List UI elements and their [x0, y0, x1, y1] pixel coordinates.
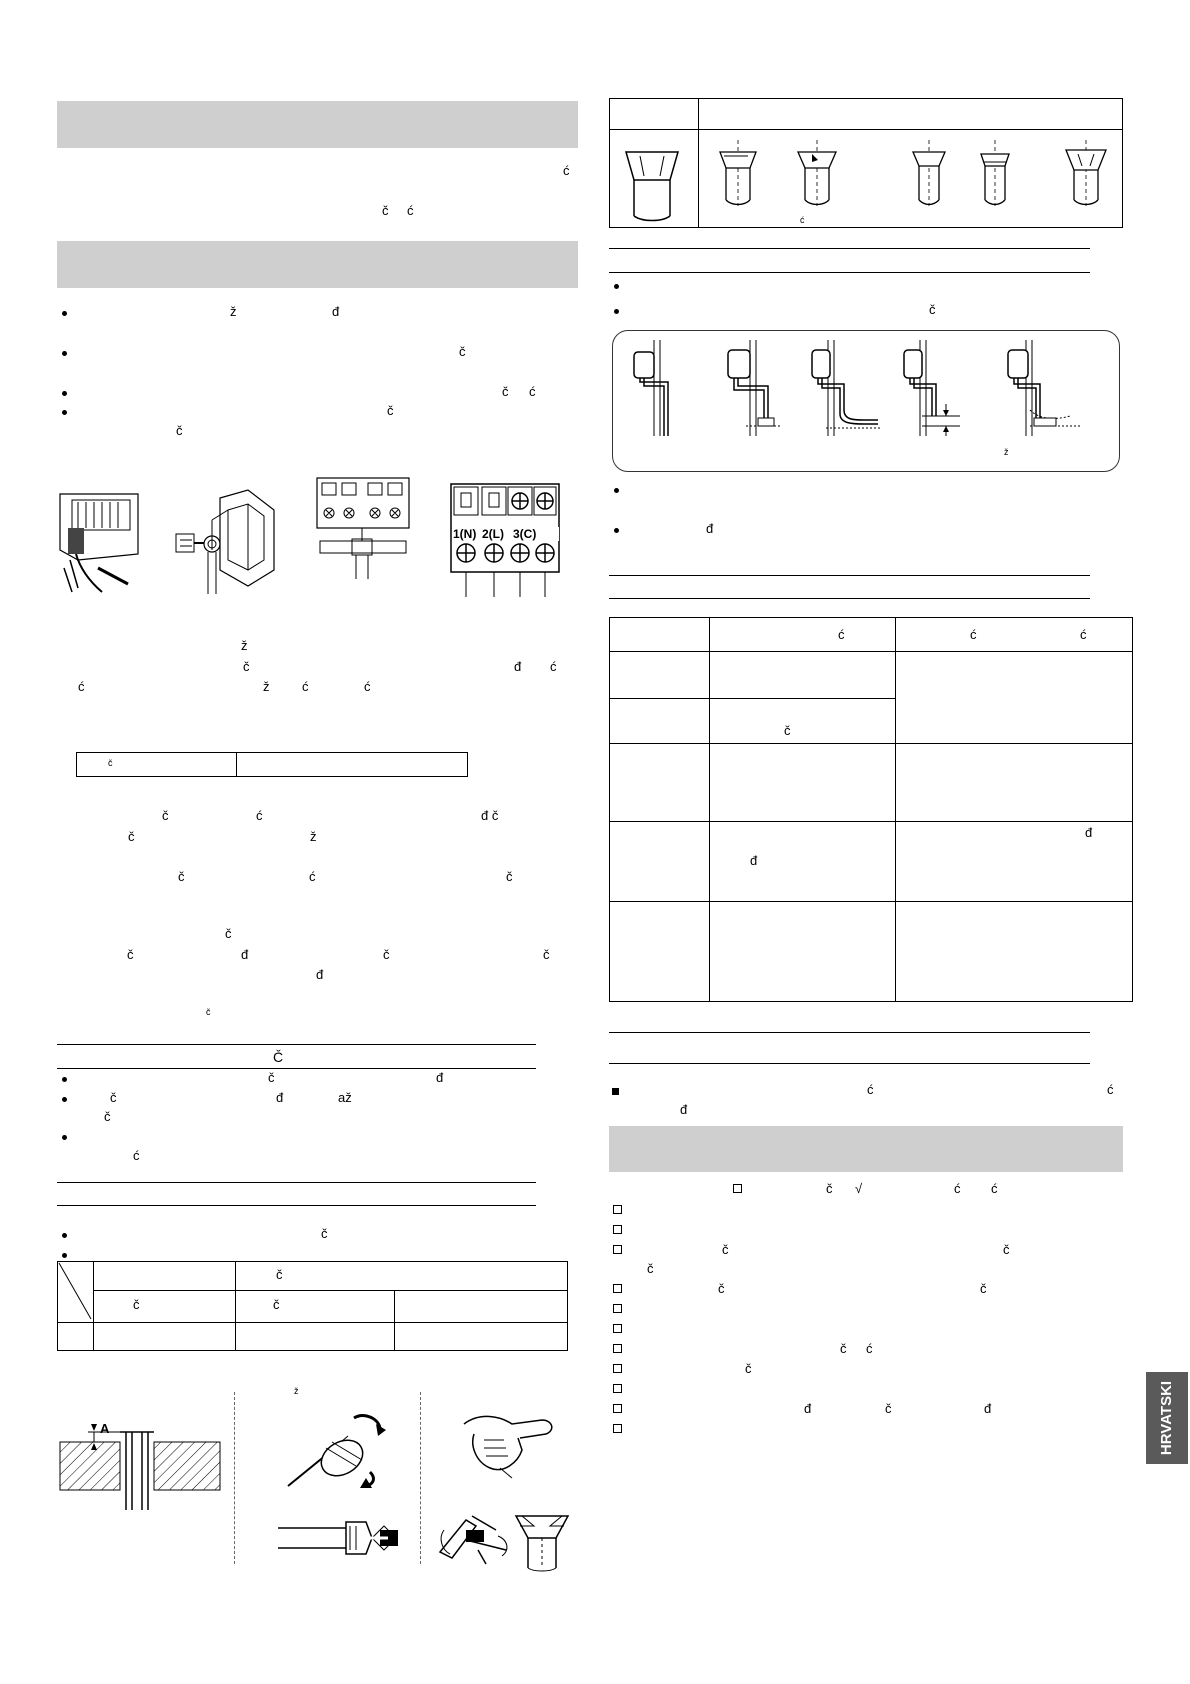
- square-bullet: [612, 1088, 619, 1095]
- table-divider: [394, 1290, 395, 1351]
- checklist-item-checkbox-3[interactable]: [613, 1245, 622, 1254]
- glyph-c-caron: č: [1003, 1242, 1010, 1257]
- checklist-item-checkbox-10[interactable]: [613, 1404, 622, 1413]
- bullet: [62, 351, 67, 356]
- glyph-z-caron-small: ž: [294, 1386, 299, 1396]
- dashed-divider: [234, 1392, 235, 1564]
- rule-line: [609, 1063, 1090, 1064]
- glyph-c-acute: ć: [1080, 627, 1087, 642]
- bullet: [614, 309, 619, 314]
- glyph-d-stroke: đ: [706, 521, 714, 536]
- glyph-z-caron-small: ž: [1004, 447, 1009, 457]
- glyph-c-caron: č: [268, 1070, 275, 1085]
- glyph-c-acute: ć: [1107, 1082, 1114, 1097]
- glyph-az: až: [338, 1090, 352, 1105]
- check-mark: √: [855, 1181, 863, 1196]
- glyph-c-caron: č: [543, 947, 550, 962]
- glyph-c-acute-small: ć: [800, 215, 805, 225]
- correct-flare-icon: [622, 148, 682, 224]
- bad-flare-icon-3: [909, 140, 949, 206]
- glyph-c-acute: ć: [78, 679, 85, 694]
- glyph-c-acute: ć: [954, 1181, 961, 1196]
- glyph-c-caron: č: [459, 344, 466, 359]
- glyph-c-caron: č: [128, 829, 135, 844]
- glyph-c-acute: ć: [563, 163, 570, 178]
- section-header-band-1: [57, 101, 578, 148]
- glyph-c-caron: č: [826, 1181, 833, 1196]
- glyph-d-stroke: đ: [436, 1070, 444, 1085]
- glyph-c-caron: č: [178, 869, 185, 884]
- glyph-d-stroke: đ: [1085, 825, 1093, 840]
- terminal-board-illustration: [316, 477, 410, 581]
- glyph-c-caron: č: [647, 1261, 654, 1276]
- rule-line: [57, 1205, 536, 1206]
- glyph-c-caron-small: č: [108, 758, 113, 768]
- bullet: [62, 410, 67, 415]
- glyph-d-stroke: đ: [332, 304, 340, 319]
- glyph-c-caron: č: [722, 1242, 729, 1257]
- glyph-c-caron: č: [225, 926, 232, 941]
- rule-line: [609, 575, 1090, 576]
- bullet: [614, 528, 619, 533]
- bullet: [614, 284, 619, 289]
- flare-check-illustration: [512, 1512, 572, 1572]
- rule-line: [609, 248, 1090, 249]
- glyph-d-stroke: đ: [804, 1401, 812, 1416]
- glyph-d-stroke: đ: [680, 1102, 688, 1117]
- table-divider: [93, 1261, 94, 1351]
- bullet: [62, 1233, 67, 1238]
- glyph-c-caron: č: [127, 947, 134, 962]
- pipe-protrusion-illustration: [58, 1420, 223, 1510]
- checklist-item-checkbox-9[interactable]: [613, 1384, 622, 1393]
- checklist-item-checkbox-2[interactable]: [613, 1225, 622, 1234]
- checklist-item-checkbox-8[interactable]: [613, 1364, 622, 1373]
- glyph-c-caron: č: [133, 1297, 140, 1312]
- glyph-c-caron: č: [929, 302, 936, 317]
- table-row-line: [93, 1290, 568, 1291]
- table-row-line: [609, 129, 1123, 130]
- glyph-d-stroke: đ: [316, 967, 324, 982]
- rule-line: [57, 1182, 536, 1183]
- deburring-illustration: [276, 1508, 398, 1562]
- bad-flare-icon-4: [977, 140, 1013, 206]
- table-row-line: [609, 821, 1133, 822]
- bullet: [62, 1253, 67, 1258]
- glyph-c-caron: č: [980, 1281, 987, 1296]
- glyph-c-caron: č: [321, 1226, 328, 1241]
- glyph-c-acute: ć: [529, 384, 536, 399]
- glyph-c-acute: ć: [302, 679, 309, 694]
- dimension-label-a: A: [100, 1421, 110, 1436]
- glyph-d-stroke: đ: [514, 659, 522, 674]
- drain-wrong-illustration-4: [1000, 340, 1080, 436]
- glyph-c-caron: č: [506, 869, 513, 884]
- language-tab[interactable]: [1146, 1372, 1188, 1464]
- table-row-line: [609, 651, 1133, 652]
- section-header-band-3: [609, 1126, 1123, 1172]
- table-divider: [698, 98, 699, 228]
- drain-correct-illustration: [630, 340, 690, 436]
- checkbox-symbol: [733, 1184, 742, 1193]
- glyph-c-caron-small: č: [206, 1007, 211, 1017]
- table-corner-diagonal: [57, 1261, 93, 1322]
- glyph-d-stroke: đ: [276, 1090, 284, 1105]
- glyph-d-stroke: đ: [984, 1401, 992, 1416]
- drain-wrong-illustration-1: [720, 340, 780, 436]
- flare-examples-table: [609, 98, 1123, 228]
- table-row-line: [609, 743, 1133, 744]
- hand-flaring-illustration: [460, 1410, 560, 1480]
- glyph-c-caron: č: [383, 947, 390, 962]
- checklist-item-checkbox-1[interactable]: [613, 1205, 622, 1214]
- glyph-d-stroke: đ: [750, 853, 758, 868]
- glyph-c-acute: ć: [364, 679, 371, 694]
- glyph-c-caron: č: [176, 423, 183, 438]
- glyph-c-caron: č: [276, 1267, 283, 1282]
- table-row-line: [609, 901, 1133, 902]
- glyph-c-caron: č: [243, 659, 250, 674]
- glyph-c-caron: č: [745, 1361, 752, 1376]
- glyph-c-acute: ć: [838, 627, 845, 642]
- glyph-c-caron: č: [110, 1090, 117, 1105]
- glyph-z-caron: ž: [310, 829, 317, 844]
- glyph-c-acute: ć: [970, 627, 977, 642]
- checklist-item-checkbox-6[interactable]: [613, 1324, 622, 1333]
- checklist-item-checkbox-11[interactable]: [613, 1424, 622, 1433]
- terminal-label-row: [453, 527, 559, 541]
- table-divider: [709, 617, 710, 1002]
- checklist-item-checkbox-7[interactable]: [613, 1344, 622, 1353]
- glyph-z-caron: ž: [230, 304, 237, 319]
- bullet: [614, 488, 619, 493]
- glyph-c-acute: ć: [256, 808, 263, 823]
- bullet: [62, 391, 67, 396]
- table-row-line: [57, 1322, 568, 1323]
- glyph-c-acute: ć: [550, 659, 557, 674]
- screw-clamp-illustration: [168, 490, 276, 600]
- bad-flare-icon-5: [1064, 140, 1108, 206]
- glyph-c-acute: ć: [991, 1181, 998, 1196]
- glyph-c-caron: č: [885, 1401, 892, 1416]
- language-tab-label: HRVATSKI: [1158, 1380, 1175, 1456]
- table-divider: [895, 617, 896, 1002]
- checklist-item-checkbox-5[interactable]: [613, 1304, 622, 1313]
- glyph-c-acute: ć: [867, 1082, 874, 1097]
- drain-wrong-illustration-3: [900, 340, 960, 436]
- glyph-c-acute: ć: [407, 203, 414, 218]
- drain-wrong-illustration-2: [808, 340, 880, 436]
- glyph-c-acute: ć: [309, 869, 316, 884]
- glyph-c-caron: č: [840, 1341, 847, 1356]
- flaring-tool-illustration: [436, 1510, 512, 1566]
- table-row-line: [609, 698, 895, 699]
- bullet: [62, 311, 67, 316]
- indoor-unit-wiring-illustration: [58, 488, 142, 598]
- glyph-z-caron: ž: [263, 679, 270, 694]
- rule-line: [609, 1032, 1090, 1033]
- glyph-z-caron: ž: [241, 638, 248, 653]
- rule-line: [57, 1044, 536, 1045]
- table-divider: [235, 1261, 236, 1351]
- glyph-c-caron: č: [104, 1109, 111, 1124]
- bullet: [62, 1135, 67, 1140]
- dashed-divider: [420, 1392, 421, 1564]
- terminal-label-1n: 1(N): [453, 527, 477, 541]
- cable-spec-table: [76, 752, 468, 777]
- glyph-c-acute: ć: [133, 1148, 140, 1163]
- terminal-label-3c: 3(C): [513, 527, 537, 541]
- glyph-d-stroke: đ: [241, 947, 249, 962]
- troubleshooting-table: [609, 617, 1133, 1002]
- glyph-c-caron: č: [502, 384, 509, 399]
- rule-line: [57, 1068, 536, 1069]
- glyph-c-acute: ć: [866, 1341, 873, 1356]
- rule-line: [609, 272, 1090, 273]
- terminal-label-2l: 2(L): [482, 527, 504, 541]
- glyph-c-caron: č: [387, 403, 394, 418]
- bullet: [62, 1077, 67, 1082]
- glyph-d-c: đ č: [481, 808, 499, 823]
- bullet: [62, 1097, 67, 1102]
- glyph-c-caron: č: [718, 1281, 725, 1296]
- glyph-c-caron: č: [784, 723, 791, 738]
- bad-flare-icon-2: [796, 140, 838, 206]
- bad-flare-icon-1: [718, 140, 758, 206]
- glyph-c-caron: č: [162, 808, 169, 823]
- terminal-block-illustration: [450, 483, 560, 599]
- glyph-c-caron: č: [273, 1297, 280, 1312]
- glyph-c-caron: č: [382, 203, 389, 218]
- pipe-cutting-illustration: [282, 1408, 394, 1488]
- table-divider: [236, 752, 237, 777]
- section-header-band-2: [57, 241, 578, 288]
- rule-line: [609, 598, 1090, 599]
- glyph-C-caron: Č: [273, 1049, 284, 1065]
- checklist-item-checkbox-4[interactable]: [613, 1284, 622, 1293]
